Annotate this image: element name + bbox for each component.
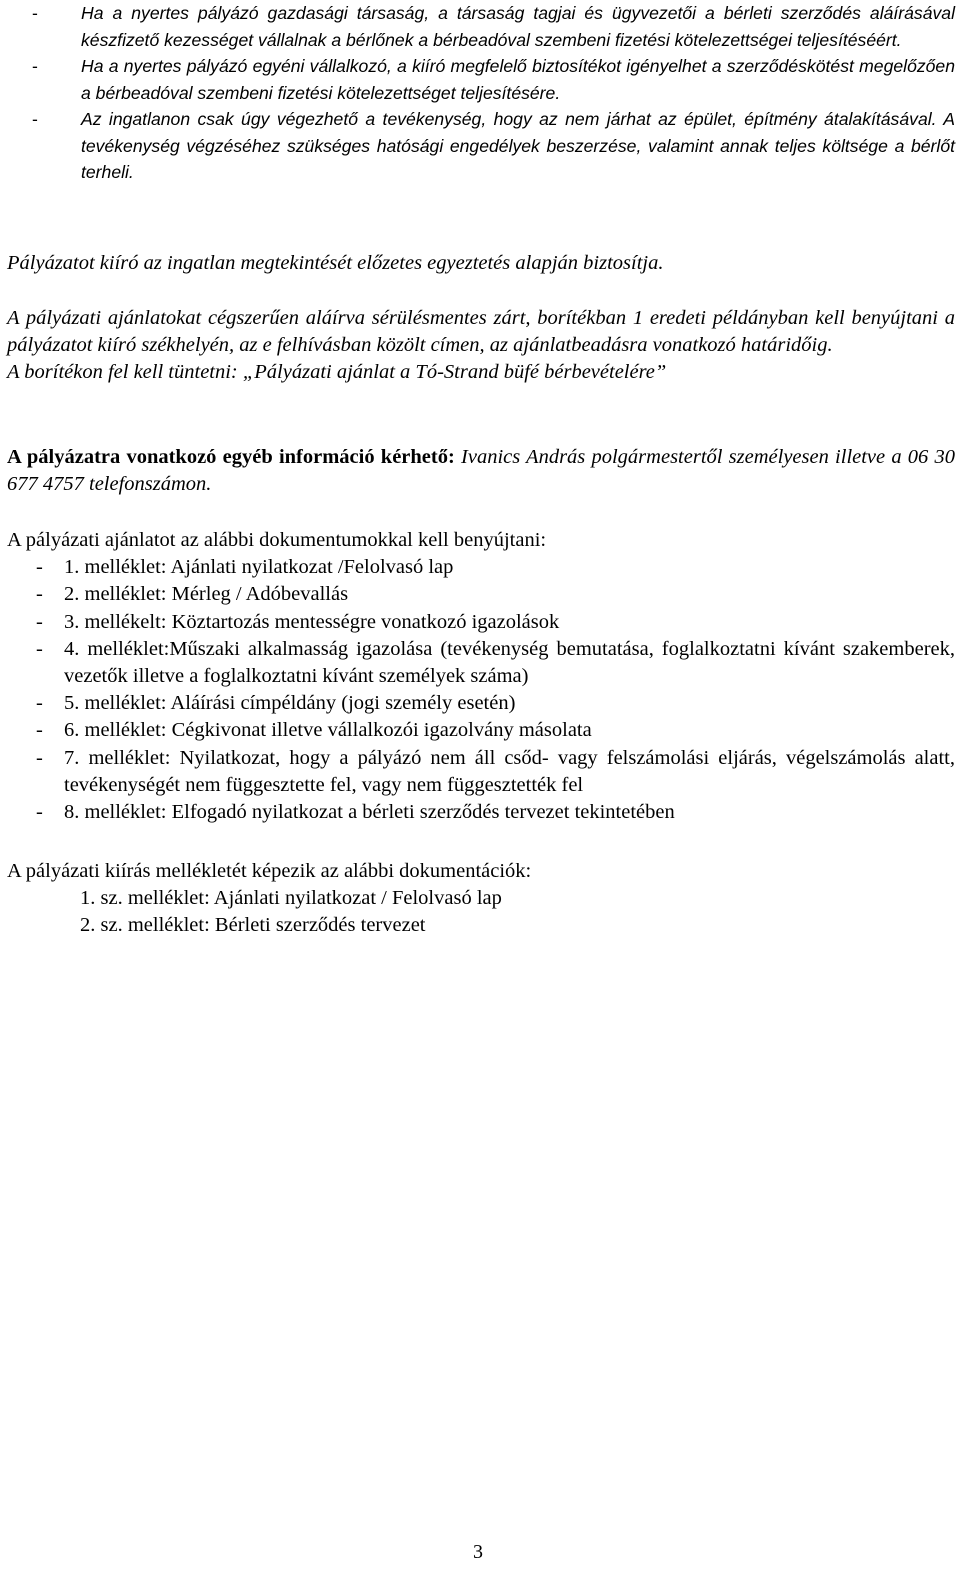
condition-item: [7, 106, 955, 186]
conditions-list: [7, 0, 955, 186]
attachment-text: 1. melléklet: Ajánlati nyilatkozat /Felolvasó lap: [64, 556, 454, 579]
attachment-text: 2. melléklet: Mérleg / Adóbevallás: [64, 583, 349, 606]
list-dash: -: [36, 556, 43, 579]
list-dash: -: [36, 719, 43, 742]
attachment-text: 3. mellékelt: Köztartozás mentességre vonatkozó igazolások: [64, 610, 560, 633]
list-dash: -: [36, 746, 43, 769]
attachment-item: [7, 799, 955, 826]
docs-section: [7, 858, 955, 940]
list-dash: -: [36, 610, 43, 633]
list-dash: -: [32, 109, 38, 129]
inspection-paragraph: Pályázatot kiíró az ingatlan megtekintését előzetes egyeztetés alapján biztosítja.: [7, 252, 664, 274]
list-dash: -: [36, 692, 43, 715]
submission-text: A pályázati ajánlatokat cégszerűen aláírva sérülésmentes zárt, borítékban 1 eredeti példányban kell benyújtani a pályázatot kiíró székhelyén, az e felhívásban közölt címen, az ajánlatbeadásra vonatkozó határidőig.: [7, 307, 955, 357]
attachment-text: 6. melléklet: Cégkivonat illetve vállalkozói igazolvány másolata: [64, 719, 592, 742]
list-dash: -: [36, 801, 43, 824]
doc-item: 1. sz. melléklet: Ajánlati nyilatkozat / Felolvasó lap: [80, 887, 502, 910]
attachments-intro: A pályázati ajánlatot az alábbi dokumentumokkal kell benyújtani:: [7, 529, 547, 551]
condition-text: Az ingatlanon csak úgy végezhető a tevékenység, hogy az nem járhat az épület, építmény átalakításával. A tevékenység végzéséhez szükséges hatósági engedélyek beszerzése, valamint annak teljes költsége a bérlőt terheli.: [81, 109, 955, 182]
list-dash: -: [36, 583, 43, 606]
info-paragraph: [7, 444, 955, 498]
attachment-item: [7, 609, 955, 636]
envelope-text: A borítékon fel kell tüntetni: „Pályázati ajánlat a Tó-Strand büfé bérbevételére”: [7, 361, 667, 384]
condition-text: Ha a nyertes pályázó egyéni vállalkozó, a kiíró megfelelő biztosítékot igényelhet a szerződéskötést megelőzően a bérbeadóval szembeni fizetési kötelezettséget teljesítésére.: [81, 56, 955, 103]
condition-item: [7, 0, 955, 53]
attachment-item: [7, 636, 955, 690]
attachment-item: [7, 554, 955, 581]
attachments-section: [7, 527, 955, 826]
doc-item: 2. sz. melléklet: Bérleti szerződés tervezet: [80, 914, 426, 937]
attachment-item: [7, 690, 955, 717]
list-dash: -: [36, 637, 43, 660]
condition-item: [7, 53, 955, 106]
info-text: Ivanics András polgármestertől személyesen illetve a 06 30 677 4757 telefonszámon.: [7, 446, 955, 496]
list-dash: -: [32, 56, 38, 76]
list-dash: -: [32, 3, 38, 23]
info-label: A pályázatra vonatkozó egyéb információ kérhető:: [7, 446, 455, 468]
submission-paragraph: [7, 305, 955, 387]
attachment-item: [7, 745, 955, 799]
page-number: 3: [473, 1541, 483, 1563]
attachment-item: [7, 581, 955, 608]
condition-text: Ha a nyertes pályázó gazdasági társaság, a társaság tagjai és ügyvezetői a bérleti szerződés aláírásával készfizető kezességet vállalnak a bérlőnek a bérbeadóval szembeni fizetési kötelezettségei teljesítéséért.: [81, 3, 955, 50]
attachment-text: 8. melléklet: Elfogadó nyilatkozat a bérleti szerződés tervezet tekintetében: [64, 801, 675, 824]
attachment-text: 7. melléklet: Nyilatkozat, hogy a pályázó nem áll csőd- vagy felszámolási eljárás, végelszámolás alatt, tevékenységét nem függesztette fel, vagy nem függesztették fel: [64, 746, 955, 796]
attachment-text: 5. melléklet: Aláírási címpéldány (jogi személy esetén): [64, 692, 516, 715]
attachment-item: [7, 717, 955, 744]
docs-intro: A pályázati kiírás mellékletét képezik az alábbi dokumentációk:: [7, 860, 532, 882]
attachment-text: 4. melléklet:Műszaki alkalmasság igazolása (tevékenység bemutatása, foglalkoztatni kívánt szakemberek, vezetők illetve a foglalkoztatni kívánt személyek száma): [64, 637, 955, 688]
